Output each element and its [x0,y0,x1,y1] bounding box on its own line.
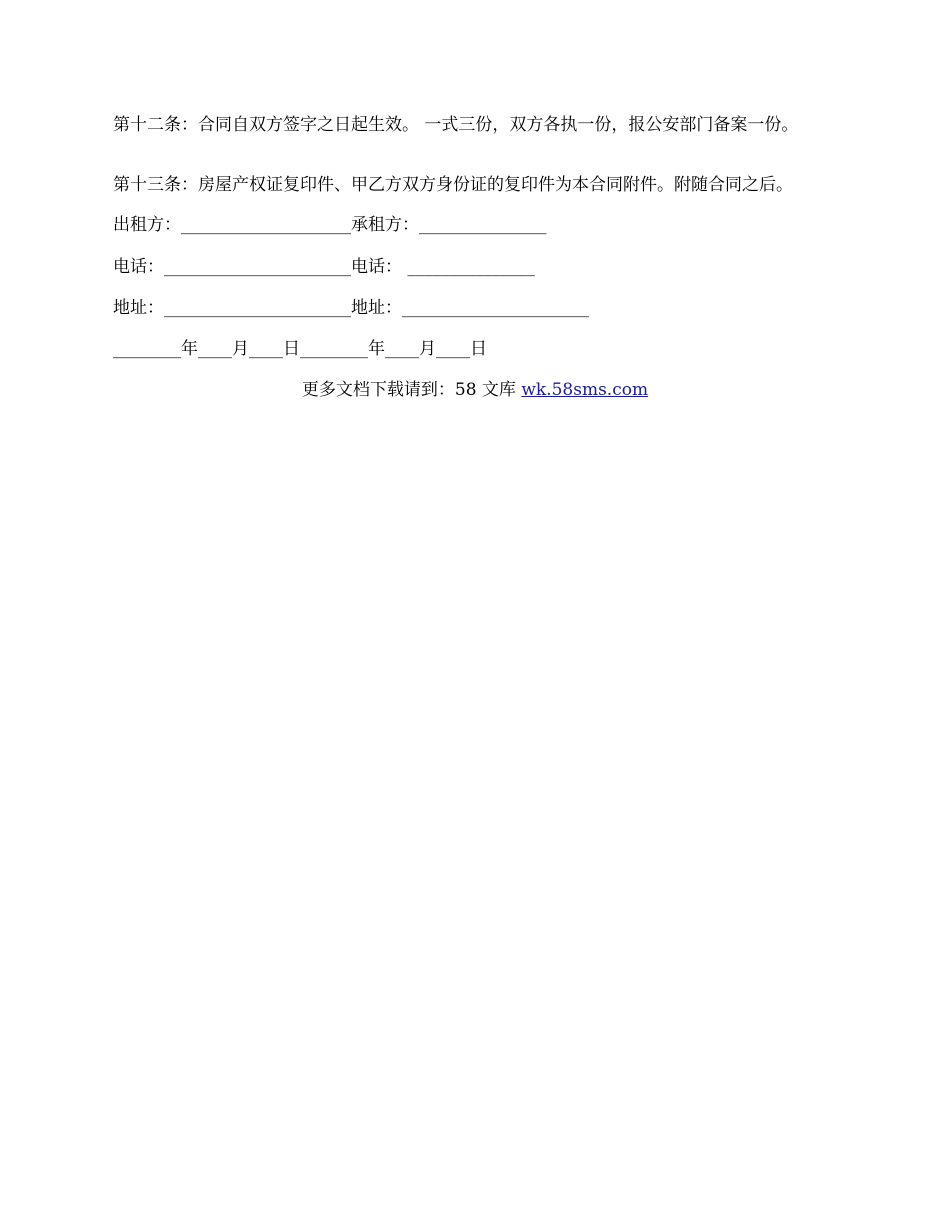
footer-text: 更多文档下载请到：58 文库 [301,380,522,400]
phone-line: 电话：______________________电话： _______________ [113,257,535,277]
article-13: 第十三条：房屋产权证复印件、甲乙方双方身份证的复印件为本合同附件。附随合同之后。 [113,175,793,195]
address-line: 地址：______________________地址：______________________ [113,298,589,318]
lessor-lessee-signature-line: 出租方：____________________承租方：_______________ [113,215,547,235]
footer-link[interactable]: wk.58sms.com [521,380,649,400]
footer [0,380,950,401]
article-12: 第十二条：合同自双方签字之日起生效。 一式三份，双方各执一份，报公安部门备案一份。 [113,115,799,135]
date-line: ________年____月____日________年____月____日 [113,339,487,359]
